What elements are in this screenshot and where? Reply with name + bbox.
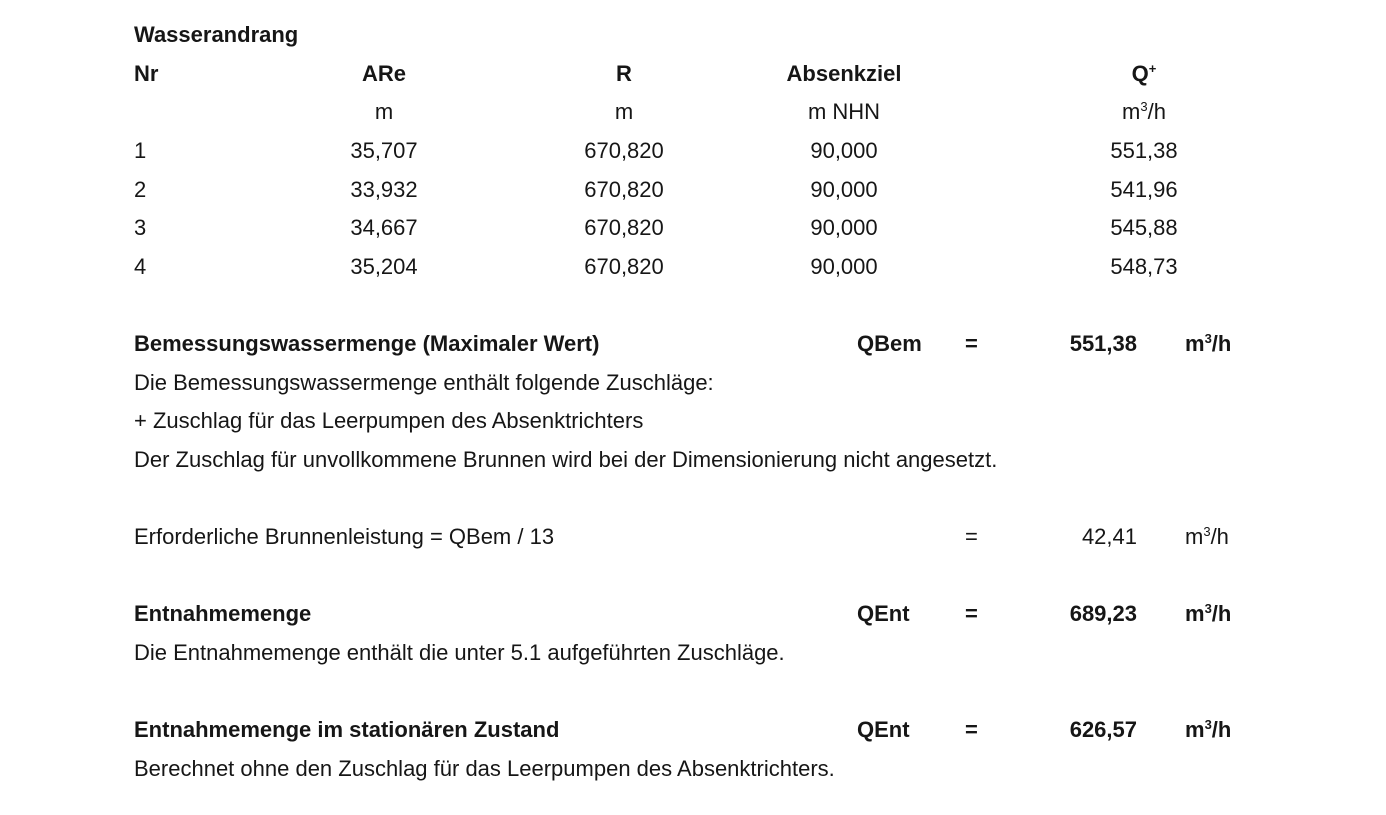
cell-are: 35,707 <box>350 138 418 164</box>
cell-are: 35,204 <box>350 253 418 279</box>
unit-base: m <box>1185 524 1204 550</box>
note-text: Berechnet ohne den Zuschlag für das Leerpumpen des Absenktrichters. <box>134 755 835 781</box>
unit-q <box>974 99 1314 125</box>
column-header-are: ARe <box>361 60 406 86</box>
note-row <box>134 402 1386 441</box>
cell-r: 670,820 <box>584 176 664 202</box>
spacer-row <box>134 556 1386 595</box>
page-title: Wasserandrang <box>134 22 299 48</box>
cell-nr: 1 <box>134 138 147 164</box>
result-unit <box>1185 717 1231 743</box>
unit-superscript: 3 <box>1204 601 1212 617</box>
result-symbol: QEnt <box>857 716 910 742</box>
cell-q: 541,96 <box>1110 176 1178 202</box>
column-header-nr: Nr <box>134 60 159 86</box>
result-row-brunnenleistung <box>134 518 1386 557</box>
note-text: Die Entnahmemenge enthält die unter 5.1 aufgeführten Zuschläge. <box>134 639 785 665</box>
result-unit <box>1185 601 1231 627</box>
result-label: Entnahmemenge <box>134 601 312 627</box>
unit-q-base: m <box>1122 99 1141 125</box>
unit-rest: /h <box>1211 331 1232 357</box>
note-row <box>134 441 1386 480</box>
result-symbol: QBem <box>857 331 922 357</box>
unit-are: m <box>374 99 394 125</box>
result-unit <box>1185 331 1231 357</box>
equals-sign: = <box>965 716 978 742</box>
unit-rest: /h <box>1211 716 1232 742</box>
cell-r: 670,820 <box>584 215 664 241</box>
equals-sign: = <box>965 524 978 550</box>
cell-absenkziel: 90,000 <box>810 215 878 241</box>
column-header-q <box>974 61 1314 87</box>
cell-nr: 4 <box>134 253 147 279</box>
unit-superscript: 3 <box>1203 524 1211 540</box>
cell-nr: 3 <box>134 215 147 241</box>
table-row <box>134 248 1386 287</box>
cell-r: 670,820 <box>584 253 664 279</box>
spacer-row <box>134 286 1386 325</box>
unit-r: m <box>614 99 634 125</box>
table-row <box>134 132 1386 171</box>
note-text: + Zuschlag für das Leerpumpen des Absenktrichters <box>134 408 644 434</box>
result-row-entnahmemenge <box>134 595 1386 634</box>
equals-sign: = <box>965 601 978 627</box>
q-superscript: + <box>1148 60 1157 76</box>
result-value: 626,57 <box>1069 716 1137 742</box>
table-row <box>134 170 1386 209</box>
result-row-entnahmemenge-stationaer <box>134 711 1386 750</box>
note-row <box>134 363 1386 402</box>
result-row-bemessungswassermenge <box>134 325 1386 364</box>
cell-are: 33,932 <box>350 176 418 202</box>
unit-superscript: 3 <box>1204 716 1212 732</box>
cell-q: 551,38 <box>1110 138 1178 164</box>
result-unit <box>1185 524 1229 550</box>
result-value: 689,23 <box>1069 601 1137 627</box>
note-text: Der Zuschlag für unvollkommene Brunnen wird bei der Dimensionierung nicht angesetzt. <box>134 446 998 472</box>
unit-rest: /h <box>1211 601 1232 627</box>
table-units-row <box>134 93 1386 132</box>
table-row <box>134 209 1386 248</box>
result-label: Erforderliche Brunnenleistung = QBem / 13 <box>134 524 555 550</box>
column-header-r: R <box>616 60 632 86</box>
note-row <box>134 634 1386 673</box>
unit-q-rest: /h <box>1147 99 1166 125</box>
unit-superscript: 3 <box>1204 331 1212 347</box>
spacer-row <box>134 672 1386 711</box>
result-symbol: QEnt <box>857 601 910 627</box>
unit-rest: /h <box>1210 524 1229 550</box>
cell-nr: 2 <box>134 176 147 202</box>
table-header-row <box>134 55 1386 94</box>
cell-absenkziel: 90,000 <box>810 176 878 202</box>
q-symbol: Q <box>1131 60 1149 86</box>
unit-q-superscript: 3 <box>1140 99 1148 115</box>
result-label: Bemessungswassermenge (Maximaler Wert) <box>134 331 600 357</box>
note-text: Die Bemessungswassermenge enthält folgende Zuschläge: <box>134 369 714 395</box>
unit-base: m <box>1185 331 1205 357</box>
spacer-row <box>134 479 1386 518</box>
result-label: Entnahmemenge im stationären Zustand <box>134 716 560 742</box>
unit-base: m <box>1185 601 1205 627</box>
unit-absenkziel: m NHN <box>807 99 881 125</box>
unit-base: m <box>1185 716 1205 742</box>
note-row <box>134 749 1386 788</box>
cell-are: 34,667 <box>350 215 418 241</box>
equals-sign: = <box>965 331 978 357</box>
cell-r: 670,820 <box>584 138 664 164</box>
cell-absenkziel: 90,000 <box>810 253 878 279</box>
result-value: 551,38 <box>1069 331 1137 357</box>
title-row <box>134 16 1386 55</box>
cell-q: 545,88 <box>1110 215 1178 241</box>
cell-absenkziel: 90,000 <box>810 138 878 164</box>
column-header-absenkziel: Absenkziel <box>786 60 902 86</box>
result-value: 42,41 <box>1081 524 1137 550</box>
cell-q: 548,73 <box>1110 253 1178 279</box>
